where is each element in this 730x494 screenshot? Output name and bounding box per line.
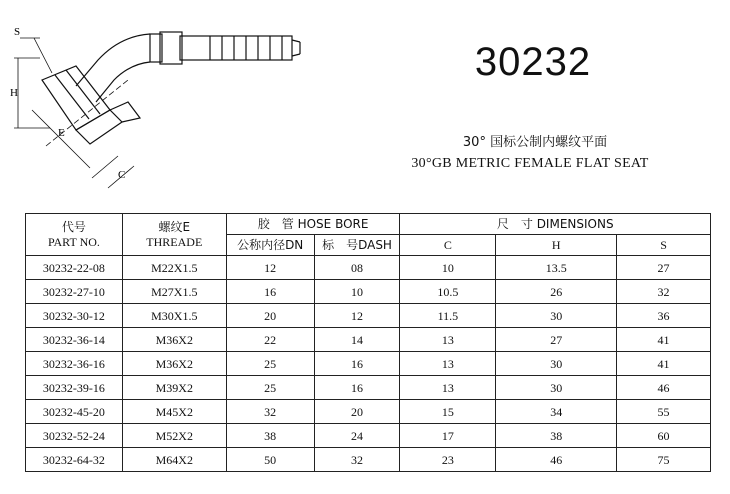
cell-part-no: 30232-36-14 [26,328,123,352]
cell-part-no: 30232-27-10 [26,280,123,304]
dim-label-h: H [10,87,18,99]
cell-h: 30 [496,352,617,376]
spec-table [25,213,711,472]
cell-h: 26 [496,280,617,304]
cell-thread: M22X1.5 [122,256,226,280]
header-part-cn: 代号 [61,219,86,234]
cell-c: 17 [400,424,496,448]
title-chinese: 30° 国标公制内螺纹平面 [462,135,608,150]
cell-part-no: 30232-30-12 [26,304,123,328]
table-row [26,280,711,304]
cell-dash: 16 [314,376,400,400]
header-thread [122,214,226,256]
header-thread-cn: 螺纹E [158,219,191,234]
cell-s: 41 [617,328,711,352]
cell-s: 41 [617,352,711,376]
table-row [26,424,711,448]
header-dimensions: 尺 寸 DIMENSIONS [400,214,711,235]
cell-thread: M30X1.5 [122,304,226,328]
cell-dn: 20 [226,304,314,328]
cell-dash: 20 [314,400,400,424]
cell-c: 10 [400,256,496,280]
cell-thread: M45X2 [122,400,226,424]
cell-s: 60 [617,424,711,448]
cell-h: 13.5 [496,256,617,280]
header-hose-bore: 胶 管 HOSE BORE [226,214,400,235]
cell-dn: 16 [226,280,314,304]
cell-thread: M36X2 [122,328,226,352]
cell-part-no: 30232-39-16 [26,376,123,400]
cell-h: 38 [496,424,617,448]
table-row [26,328,711,352]
cell-dn: 38 [226,424,314,448]
cell-dn: 25 [226,352,314,376]
cell-dn: 22 [226,328,314,352]
cell-part-no: 30232-36-16 [26,352,123,376]
table-row [26,448,711,472]
dim-label-s: S [14,26,21,38]
table-row [26,304,711,328]
cell-h: 30 [496,304,617,328]
cell-dn: 32 [226,400,314,424]
title-english: 30°GB METRIC FEMALE FLAT SEAT [411,156,649,171]
cell-h: 34 [496,400,617,424]
header-s: S [617,235,711,256]
cell-s: 32 [617,280,711,304]
cell-s: 27 [617,256,711,280]
cell-dash: 12 [314,304,400,328]
cell-dash: 24 [314,424,400,448]
cell-c: 13 [400,328,496,352]
part-number-title: 30232 [474,40,592,84]
cell-c: 13 [400,376,496,400]
cell-dn: 50 [226,448,314,472]
cell-c: 23 [400,448,496,472]
cell-h: 27 [496,328,617,352]
fitting-drawing [10,18,310,193]
cell-dash: 08 [314,256,400,280]
cell-h: 46 [496,448,617,472]
cell-dash: 10 [314,280,400,304]
table-row [26,352,711,376]
table-row [26,256,711,280]
cell-dn: 25 [226,376,314,400]
cell-thread: M27X1.5 [122,280,226,304]
cell-part-no: 30232-22-08 [26,256,123,280]
cell-dash: 16 [314,352,400,376]
header-thread-en: THREADE [146,234,203,249]
cell-s: 36 [617,304,711,328]
header-part-en: PART NO. [47,234,100,249]
cell-s: 75 [617,448,711,472]
cell-thread: M39X2 [122,376,226,400]
cell-c: 13 [400,352,496,376]
cell-dash: 32 [314,448,400,472]
table-row [26,400,711,424]
cell-c: 10.5 [400,280,496,304]
cell-part-no: 30232-45-20 [26,400,123,424]
header-part-no [26,214,123,256]
cell-dn: 12 [226,256,314,280]
cell-thread: M52X2 [122,424,226,448]
cell-part-no: 30232-64-32 [26,448,123,472]
table-row [26,376,711,400]
dim-label-c: C [118,169,126,181]
header-c: C [400,235,496,256]
cell-c: 11.5 [400,304,496,328]
cell-c: 15 [400,400,496,424]
header-dash: 标 号DASH [314,235,400,256]
header-h: H [496,235,617,256]
cell-dash: 14 [314,328,400,352]
cell-part-no: 30232-52-24 [26,424,123,448]
spec-table-body [26,256,711,472]
cell-thread: M36X2 [122,352,226,376]
dim-label-e: E [58,127,65,139]
cell-s: 46 [617,376,711,400]
cell-s: 55 [617,400,711,424]
cell-h: 30 [496,376,617,400]
header-dn: 公称内径DN [226,235,314,256]
cell-thread: M64X2 [122,448,226,472]
